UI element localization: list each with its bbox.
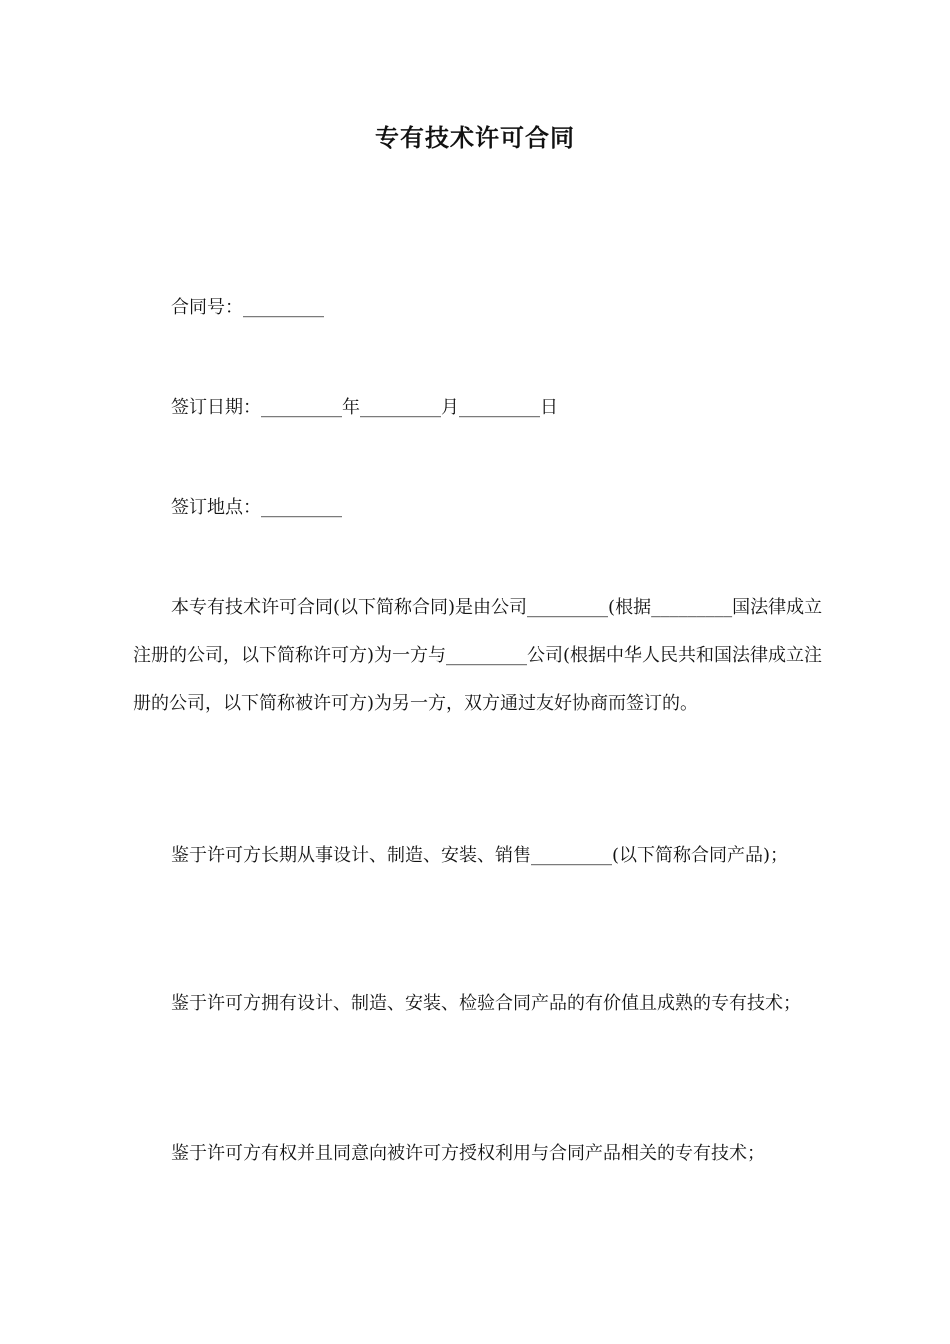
signing-date-line: 签订日期：_________年_________月_________日	[171, 397, 558, 418]
whereas-clause-1: 鉴于许可方长期从事设计、制造、安装、销售_________(以下简称合同产品)；	[171, 845, 789, 866]
signing-place-line: 签订地点：_________	[171, 497, 342, 518]
whereas-clause-2: 鉴于许可方拥有设计、制造、安装、检验合同产品的有价值且成熟的专有技术；	[171, 993, 801, 1014]
contract-number-line: 合同号：_________	[171, 297, 324, 318]
document-title: 专有技术许可合同	[375, 124, 575, 152]
whereas-clause-3: 鉴于许可方有权并且同意向被许可方授权利用与合同产品相关的专有技术；	[171, 1143, 765, 1164]
intro-paragraph: 本专有技术许可合同(以下简称合同)是由公司_________(根据_________国法律成立注册的公司，以下简称许可方)为一方与_________公司(根据中华人民共和国法律成立注册的公司，以下简称被许可方)为另一方，双方通过友好协商而签订的。	[133, 597, 823, 714]
